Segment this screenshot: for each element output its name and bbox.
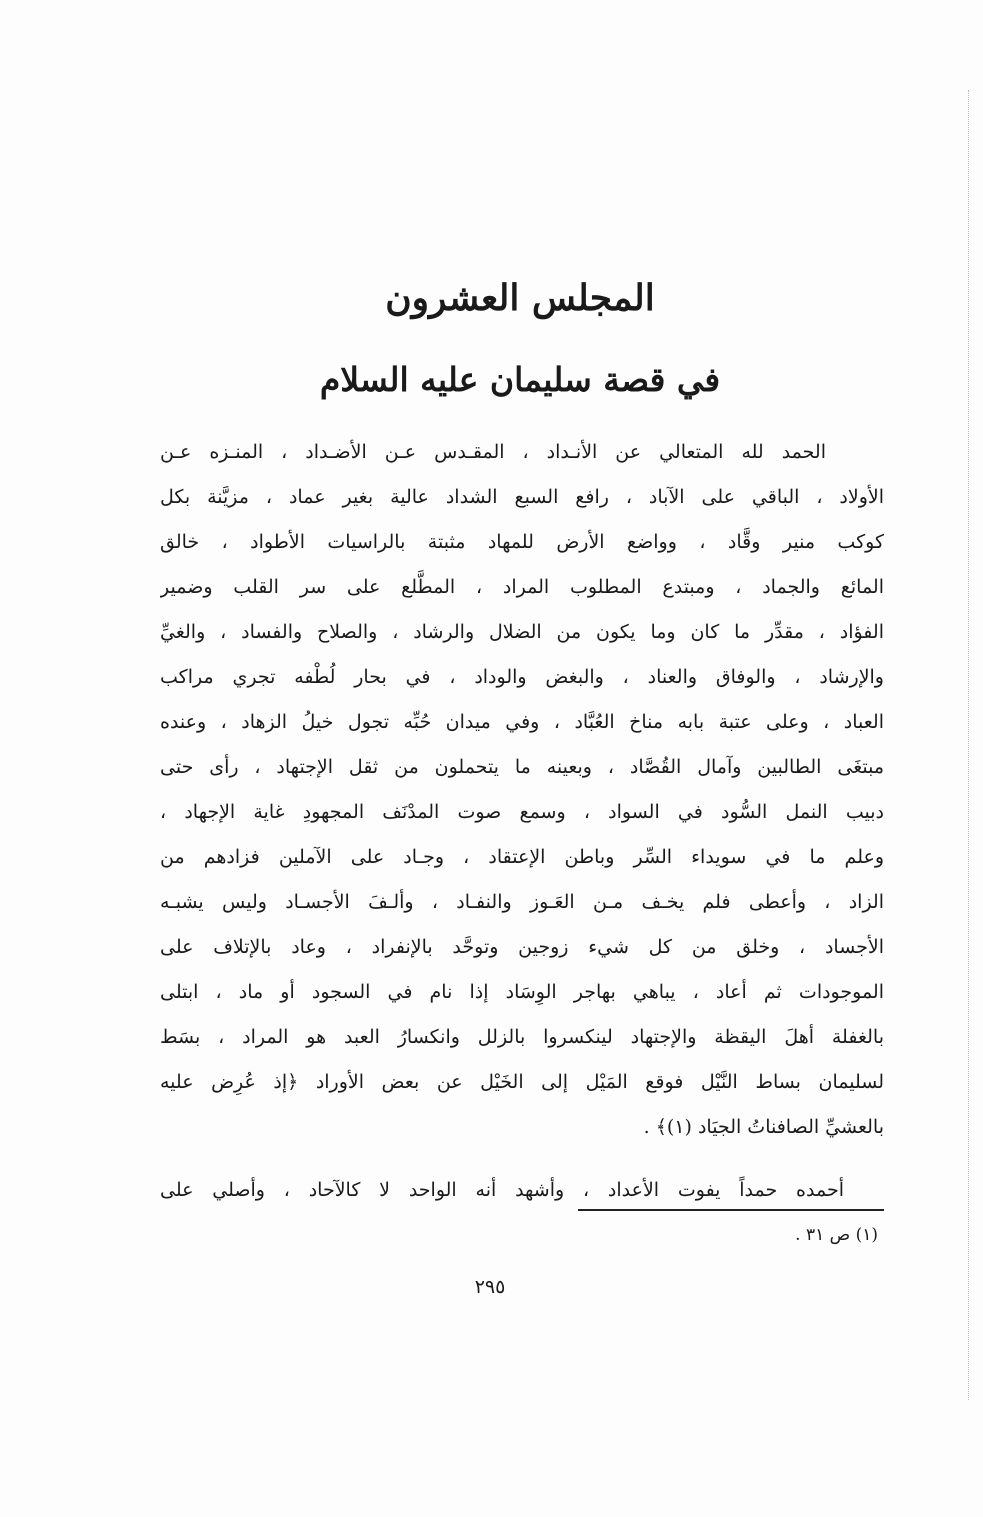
text-line: لسليمان بساط النَّيْل فوقع المَيْل إلى الخَيْل عن بعض الأوراد ﴿إذ عُرِض عليه <box>160 1071 884 1093</box>
text-line: الأجساد ، وخلق من كل شيء زوجين وتوحَّد بالإنفراد ، وعاد بالإتلاف على <box>160 936 884 958</box>
body-text <box>160 430 884 1213</box>
text-line-paragraph-2: أحمده حمداً يفوت الأعداد ، وأشهد أنه الواحد لا كالآحاد ، وأصلي على <box>160 1179 844 1201</box>
chapter-subtitle: في قصة سليمان عليه السلام <box>319 360 721 399</box>
text-line: كوكب منير وقَّاد ، وواضع الأرض للمهاد مثبتة بالراسيات الأطواد ، خالق <box>160 531 884 553</box>
text-line: الموجودات ثم أعاد ، يباهي بهاجر الوِسَاد إذا نام في السجود أو ماد ، ابتلى <box>160 981 884 1003</box>
text-line: والإرشاد ، والوفاق والعناد ، والبغض والوداد ، في بحار لُطْفه تجري مراكب <box>160 666 884 688</box>
footnote-divider <box>578 1209 884 1211</box>
footnote: (١) ص ٣١ . <box>795 1225 878 1245</box>
text-line: مبتغَى الطالبين وآمال القُصَّاد ، وبعينه ما يتحملون من ثقل الإجتهاد ، رأى حتى <box>160 756 884 778</box>
text-line: بالعشيِّ الصافناتُ الجيَاد (١)﴾ . <box>643 1116 884 1138</box>
chapter-title: المجلس العشرون <box>385 277 655 319</box>
page-number: ٢٩٥ <box>474 1276 506 1298</box>
text-line: وعلم ما في سويداء السِّر وباطن الإعتقاد ، وجـاد على الآملين فزادهم من <box>160 846 884 868</box>
page-edge-line <box>968 90 969 1400</box>
text-line: الزاد ، وأعطى فلم يخـف مـن العَـوز والنفـاد ، وألـفَ الأجسـاد وليس يشبـه <box>160 891 884 913</box>
text-line: الفؤاد ، مقدِّر ما كان وما يكون من الضلال والرشاد ، والصلاح والفساد ، والغيِّ <box>160 621 884 643</box>
text-line: الحمد لله المتعالي عن الأنـداد ، المقـدس عـن الأضـداد ، المنـزه عـن <box>160 441 826 463</box>
text-line: الأولاد ، الباقي على الآباد ، رافع السبع الشداد عالية بغير عماد ، مزيَّنة بكل <box>160 486 884 508</box>
text-line: دبيب النمل السُّود في السواد ، وسمع صوت المدْنَف المجهودِ غاية الإجهاد ، <box>160 801 884 823</box>
text-line: المائع والجماد ، ومبتدع المطلوب المراد ، المطَّلع على سر القلب وضمير <box>160 576 884 598</box>
text-line: بالغفلة أهلَ اليقظة والإجتهاد لينكسروا بالزلل وانكسارُ العبد هو المراد ، بسَط <box>160 1026 884 1048</box>
text-line: العباد ، وعلى عتبة بابه مناخ العُبَّاد ، وفي ميدان حُبِّه تجول خيلُ الزهاد ، وعنده <box>160 711 884 733</box>
